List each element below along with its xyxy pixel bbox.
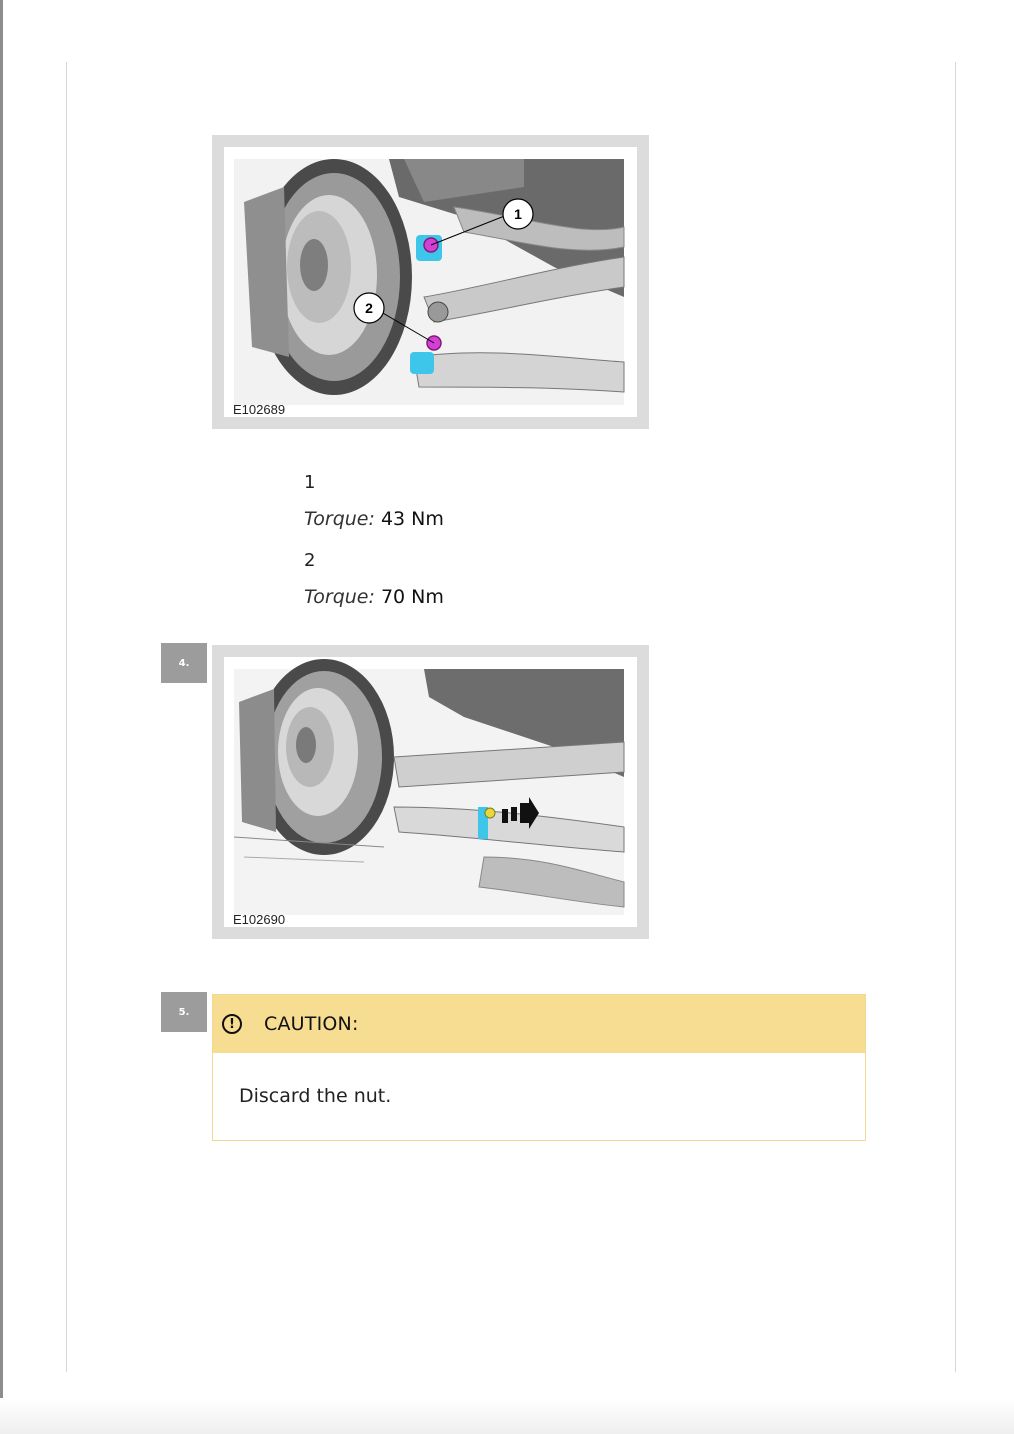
figure-id-E102689: E102689 — [233, 402, 286, 417]
torque-legend — [304, 470, 444, 611]
legend-item-number: 1 — [304, 472, 316, 493]
caution-header — [213, 995, 865, 1053]
caution-title: CAUTION: — [264, 1013, 359, 1035]
figure-illustration — [224, 147, 637, 417]
viewer-left-edge — [0, 0, 3, 1434]
step-number-badge: 5. — [161, 992, 207, 1032]
step-number-badge: 4. — [161, 643, 207, 683]
torque-label: Torque: — [304, 508, 375, 530]
figure-E102690 — [212, 645, 649, 939]
suspension-illustration-1 — [224, 147, 637, 417]
page-margin-right — [955, 62, 956, 1372]
page-bottom-edge — [0, 1398, 1014, 1434]
caution-text: Discard the nut. — [239, 1085, 392, 1107]
legend-item-number: 2 — [304, 550, 316, 571]
callout-2-label: 2 — [365, 300, 373, 316]
figure-id-E102690: E102690 — [233, 912, 286, 927]
suspension-illustration-2 — [224, 657, 637, 927]
exclamation-circle-icon: ! — [222, 1014, 242, 1034]
torque-value: 43 Nm — [380, 508, 444, 530]
torque-value: 70 Nm — [380, 586, 444, 608]
callout-1-label: 1 — [514, 206, 522, 222]
page-margin-left — [66, 62, 67, 1372]
legend-item-torque — [304, 505, 444, 533]
torque-label: Torque: — [304, 586, 375, 608]
legend-item-torque — [304, 583, 444, 611]
figure-illustration — [224, 657, 637, 927]
caution-box — [212, 994, 866, 1141]
figure-E102689 — [212, 135, 649, 429]
